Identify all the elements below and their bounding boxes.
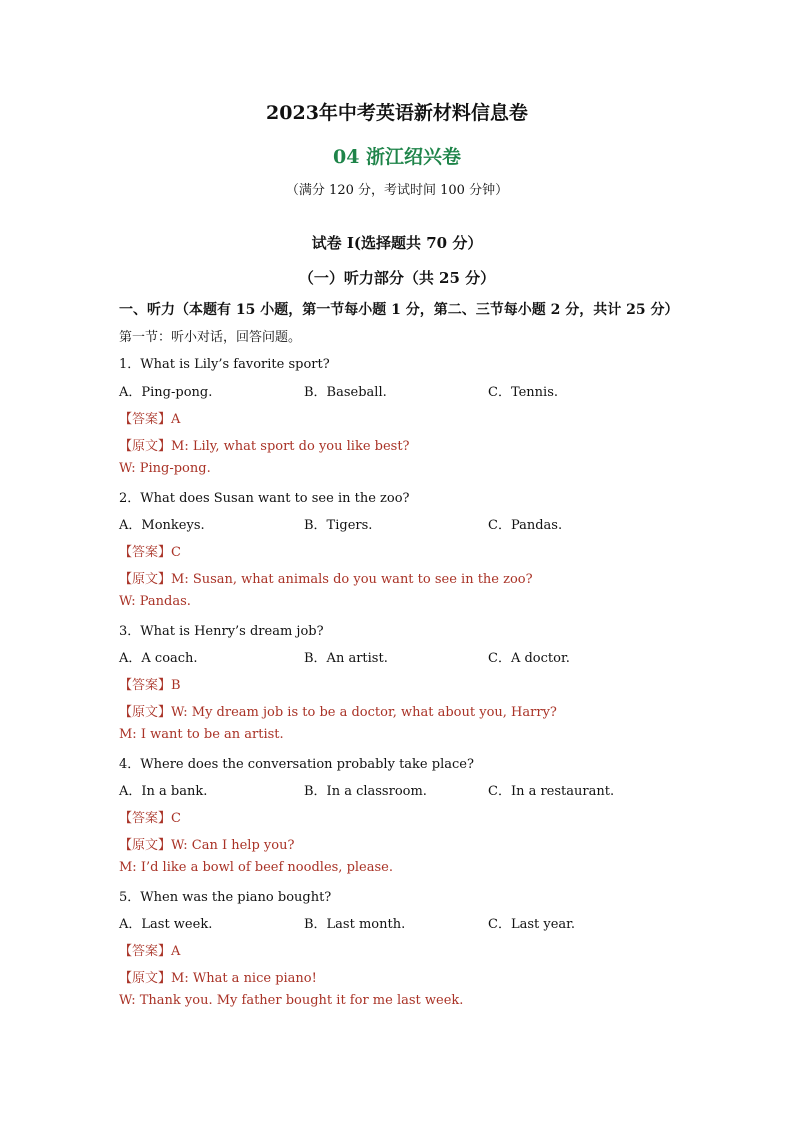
question-text: 2．What does Susan want to see in the zoo? (119, 491, 410, 506)
transcript-line (119, 967, 317, 986)
option-b: B．In a classroom. (304, 784, 427, 799)
question-text: 1．What is Lily’s favorite sport? (119, 357, 330, 372)
answer-line (119, 674, 181, 693)
option-a: A．Monkeys. (119, 518, 205, 533)
answer-label: 【答案】 (119, 545, 172, 560)
option-c: C．Tennis. (488, 385, 559, 400)
question-text: 3．What is Henry’s dream job? (119, 624, 324, 639)
paper-one-heading: 试卷 I(选择题共 70 分） (311, 234, 483, 252)
transcript-text: W: Can I help you? (171, 838, 295, 853)
transcript-label: 【原文】 (119, 705, 172, 720)
section-heading: 一、听力（本题有 15 小题，第一节每小题 1 分，第二、三节每小题 2 分，共计 25 分） (119, 302, 679, 318)
transcript-text: M: What a nice piano! (171, 971, 317, 986)
answer-label: 【答案】 (119, 944, 172, 959)
answer-value: C (171, 811, 181, 826)
page-title: 2023年中考英语新材料信息卷 (266, 102, 528, 124)
transcript-label: 【原文】 (119, 572, 172, 587)
option-a: A．A coach. (119, 651, 198, 666)
answer-line (119, 940, 180, 959)
transcript-reply: W: Thank you. My father bought it for me last week. (119, 993, 464, 1008)
answer-label: 【答案】 (119, 811, 172, 826)
paper-subtitle: 04 浙江绍兴卷 (332, 146, 462, 168)
answer-value: A (171, 944, 181, 959)
transcript-line (119, 435, 410, 454)
answer-value: A (171, 412, 181, 427)
transcript-reply: M: I’d like a bowl of beef noodles, please. (119, 860, 393, 875)
answer-line (119, 408, 180, 427)
answer-value: C (171, 545, 181, 560)
transcript-reply: W: Ping-pong. (119, 461, 211, 476)
option-b: B．An artist. (304, 651, 388, 666)
answer-label: 【答案】 (119, 412, 172, 427)
transcript-label: 【原文】 (119, 971, 172, 986)
transcript-line (119, 834, 294, 853)
question-text: 5．When was the piano bought? (119, 890, 332, 905)
transcript-text: M: Susan, what animals do you want to see in the zoo? (171, 572, 533, 587)
option-a: A．Last week. (119, 917, 213, 932)
transcript-reply: W: Pandas. (119, 594, 191, 609)
option-a: A．In a bank. (119, 784, 208, 799)
option-a: A．Ping-pong. (119, 385, 213, 400)
option-b: B．Baseball. (304, 385, 387, 400)
answer-value: B (171, 678, 181, 693)
transcript-label: 【原文】 (119, 439, 172, 454)
option-c: C．Pandas. (488, 518, 563, 533)
option-c: C．In a restaurant. (488, 784, 615, 799)
option-b: B．Tigers. (304, 518, 373, 533)
transcript-text: M: Lily, what sport do you like best? (171, 439, 410, 454)
answer-line (119, 807, 181, 826)
option-c: C．A doctor. (488, 651, 570, 666)
listening-part-heading: （一）听力部分（共 25 分） (298, 269, 496, 287)
transcript-reply: M: I want to be an artist. (119, 727, 284, 742)
option-c: C．Last year. (488, 917, 576, 932)
subsection-heading: 第一节：听小对话，回答问题。 (119, 330, 302, 345)
option-b: B．Last month. (304, 917, 406, 932)
answer-label: 【答案】 (119, 678, 172, 693)
transcript-text: W: My dream job is to be a doctor, what about you, Harry? (171, 705, 557, 720)
transcript-line (119, 701, 557, 720)
transcript-line (119, 568, 533, 587)
question-text: 4．Where does the conversation probably take place? (119, 757, 474, 772)
transcript-label: 【原文】 (119, 838, 172, 853)
answer-line (119, 541, 181, 560)
score-time-note: （满分 120 分，考试时间 100 分钟） (285, 183, 509, 198)
